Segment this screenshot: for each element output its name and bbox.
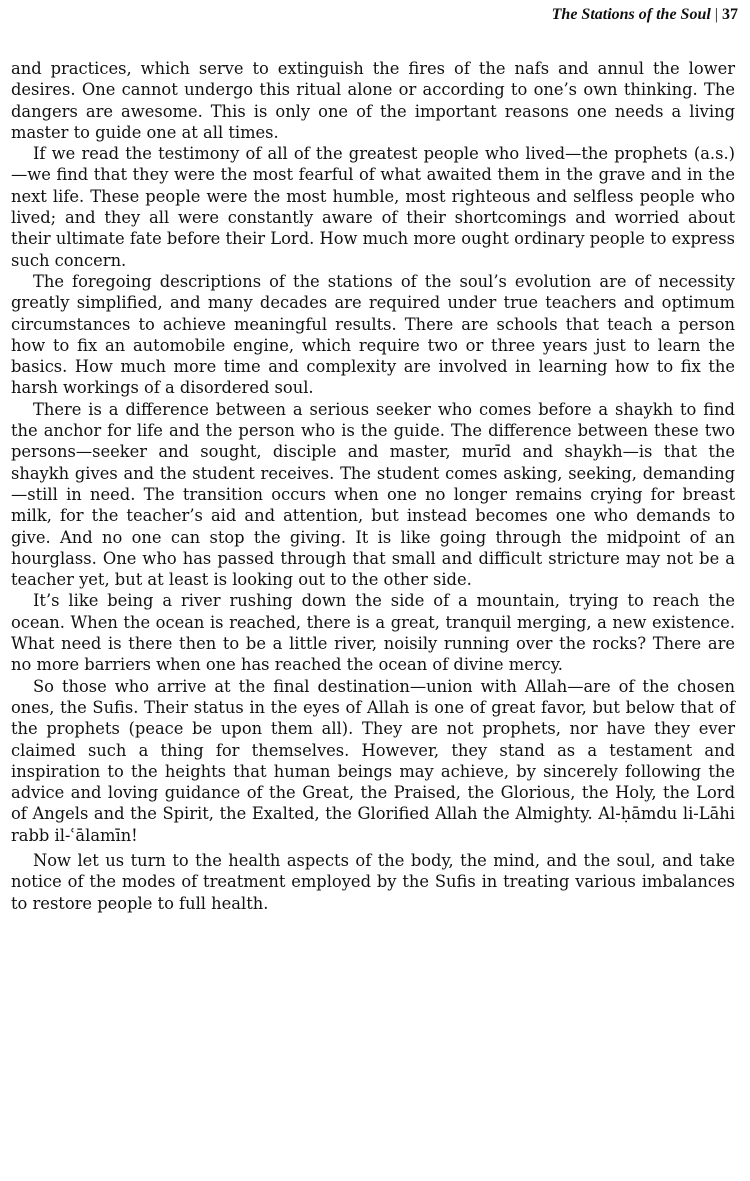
running-title: The Stations of the Soul [551, 6, 711, 23]
paragraph-4: There is a difference between a serious seeker who comes before a shaykh to find the anchor for life and the person who is the guide. The difference between these two persons—seeker and sought, disciple and master, murīd and shaykh—is that the shaykh gives and the student receives. The student comes asking, seeking, demanding—still in need. The transition occurs when one no longer remains crying for breast milk, for the teacher’s aid and attention, but instead becomes one who demands to give. And no one can stop the giving. It is like going through the midpoint of an hourglass. One who has passed through that small and difficult stricture may not be a teacher yet, but at least is looking out to the other side. [11, 399, 735, 590]
paragraph-3: The foregoing descriptions of the stations of the soul’s evolution are of necessity greatly simplified, and many decades are required under true teachers and optimum circumstances to achieve meaningful results. There are schools that teach a person how to fix an automobile engine, which require two or three years just to learn the basics. How much more time and complexity are involved in learning how to fix the harsh workings of a disordered soul. [11, 271, 735, 398]
paragraph-7: Now let us turn to the health aspects of the body, the mind, and the soul, and take notice of the modes of treatment employed by the Sufis in treating various imbalances to restore people to full health. [11, 850, 735, 913]
running-head [552, 6, 738, 24]
header-separator: | [714, 6, 718, 23]
page-number: 37 [722, 6, 738, 23]
paragraph-5: It’s like being a river rushing down the side of a mountain, trying to reach the ocean. When the ocean is reached, there is a great, tranquil merging, a new existence. What need is there then to be a little river, noisily running over the rocks? There are no more barriers when one has reached the ocean of divine mercy. [11, 591, 735, 675]
paragraph-6: So those who arrive at the final destination—union with Allah—are of the chosen ones, the Sufis. Their status in the eyes of Allah is one of great favor, but below that of the prophets (peace be upon them all). They are not prophets, nor have they ever claimed such a thing for themselves. However, they stand as a testament and inspiration to the heights that human beings may achieve, by sincerely following the advice and loving guidance of the Great, the Praised, the Glorious, the Holy, the Lord of Angels and the Spirit, the Exalted, the Glorified Allah the Almighty. Al-ḥāmdu li-Lāhi rabb il-ʿālamīn! [11, 676, 735, 845]
paragraph-2: If we read the testimony of all of the greatest people who lived—the prophets (a.s.)—we find that they were the most fearful of what awaited them in the grave and in the next life. These people were the most humble, most righteous and selfless people who lived; and they all were constantly aware of their shortcomings and worried about their ultimate fate before their Lord. How much more ought ordinary people to express such concern. [11, 144, 735, 270]
page-body [11, 58, 735, 914]
paragraph-1: and practices, which serve to extinguish the fires of the nafs and annul the lower desires. One cannot undergo this ritual alone or according to one’s own thinking. The dangers are awesome. This is only one of the important reasons one needs a living master to guide one at all times. [11, 59, 735, 142]
